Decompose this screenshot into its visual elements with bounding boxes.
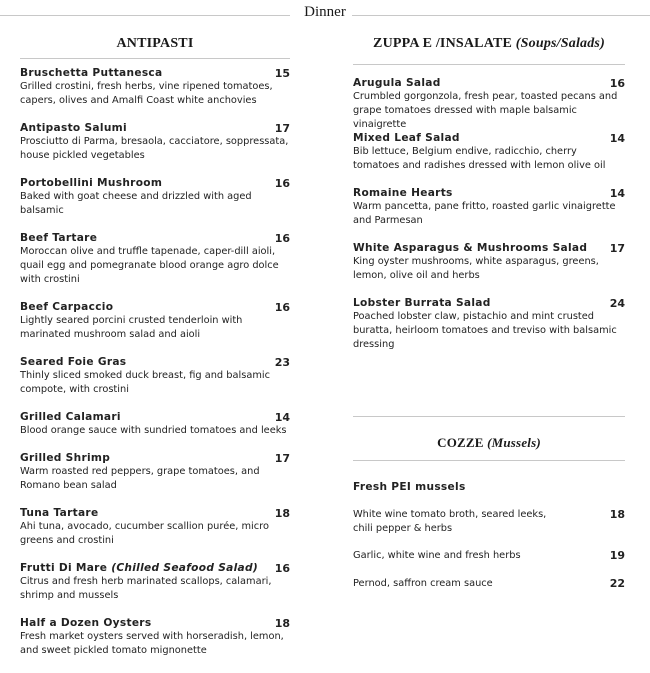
item-description: Poached lobster claw, pistachio and mint crusted buratta, heirloom tomatoes and treviso with balsamic dressing — [353, 311, 617, 350]
item-name: White Asparagus & Mushrooms Salad — [353, 242, 588, 254]
item-description: Garlic, white wine and fresh herbs — [353, 550, 521, 561]
item-price: 24 — [609, 297, 625, 310]
item-name-note: (Chilled Seafood Salad) — [111, 562, 258, 574]
item-description: Crumbled gorgonzola, fresh pear, toasted pecans and grape tomatoes dressed with maple balsamic vinaigrette — [353, 91, 618, 130]
item-description: Thinly sliced smoked duck breast, fig and balsamic compote, with crostini — [20, 370, 270, 395]
zuppa-heading-text: ZUPPA E /INSALATE — [373, 36, 513, 51]
menu-item — [20, 411, 290, 438]
item-description: White wine tomato broth, seared leeks, chili pepper & herbs — [353, 509, 547, 534]
antipasti-heading-text: ANTIPASTI — [116, 36, 194, 51]
menu-item — [20, 177, 290, 218]
antipasti-list — [20, 0, 290, 673]
item-description: Lightly seared porcini crusted tenderloin with marinated mushroom salad and aioli — [20, 315, 243, 340]
item-price: 14 — [274, 411, 290, 424]
item-description: Blood orange sauce with sundried tomatoes and leeks — [20, 425, 287, 436]
item-name-text: Frutti Di Mare — [20, 562, 108, 574]
item-name: Lobster Burrata Salad — [353, 297, 491, 309]
item-name: Antipasto Salumi — [20, 122, 127, 134]
menu-item — [20, 356, 290, 397]
item-description: Citrus and fresh herb marinated scallops, calamari, shrimp and mussels — [20, 576, 272, 601]
item-price: 16 — [274, 177, 290, 190]
item-description: Fresh market oysters served with horseradish, lemon, and sweet pickled tomato mignonette — [20, 631, 284, 656]
menu-item — [20, 122, 290, 163]
cozze-heading-text: COZZE — [437, 435, 484, 450]
item-price: 15 — [274, 67, 290, 80]
item-name: Seared Foie Gras — [20, 356, 127, 368]
item-name: Fresh PEI mussels — [353, 481, 466, 493]
item-name: Mixed Leaf Salad — [353, 132, 460, 144]
item-description: Moroccan olive and truffle tapenade, caper-dill aioli, quail egg and pomegranate blood orange agro dolce with crostini — [20, 246, 279, 285]
item-name: Half a Dozen Oysters — [20, 617, 152, 629]
item-price: 22 — [609, 577, 625, 590]
item-name — [20, 562, 290, 574]
cozze-list — [353, 0, 625, 673]
page-title: Dinner — [304, 4, 346, 20]
item-price: 18 — [609, 508, 625, 521]
item-description: Ahi tuna, avocado, cucumber scallion purée, micro greens and crostini — [20, 521, 269, 546]
item-description: Pernod, saffron cream sauce — [353, 578, 493, 589]
item-price: 19 — [609, 549, 625, 562]
item-name: Portobellini Mushroom — [20, 177, 163, 189]
item-description: Baked with goat cheese and drizzled with aged balsamic — [20, 191, 252, 216]
item-description: Bib lettuce, Belgium endive, radicchio, cherry tomatoes and radishes dressed with lemon olive oil — [353, 146, 606, 171]
item-name: Grilled Shrimp — [20, 452, 111, 464]
item-description: Grilled crostini, fresh herbs, vine ripened tomatoes, capers, olives and Amalfi Coast white anchovies — [20, 81, 273, 106]
item-name: Tuna Tartare — [20, 507, 99, 519]
menu-item — [20, 67, 290, 108]
menu-item — [20, 301, 290, 342]
cozze-intro — [353, 481, 625, 493]
item-price: 17 — [609, 242, 625, 255]
item-name: Romaine Hearts — [353, 187, 453, 199]
item-price: 18 — [274, 507, 290, 520]
item-name: Beef Carpaccio — [20, 301, 114, 313]
menu-item — [353, 577, 625, 591]
menu-item — [20, 507, 290, 548]
item-price: 16 — [274, 562, 290, 575]
item-description: Warm roasted red peppers, grape tomatoes, and Romano bean salad — [20, 466, 260, 491]
item-price: 16 — [274, 301, 290, 314]
menu-item — [353, 508, 553, 536]
cozze-heading-sub: (Mussels) — [487, 435, 541, 450]
item-price: 14 — [609, 187, 625, 200]
item-price: 18 — [274, 617, 290, 630]
menu-item — [20, 452, 290, 493]
item-price: 16 — [609, 77, 625, 90]
item-price: 17 — [274, 452, 290, 465]
item-name: Beef Tartare — [20, 232, 98, 244]
menu-item — [20, 617, 290, 658]
menu-item — [20, 562, 290, 603]
item-price: 16 — [274, 232, 290, 245]
menu-item — [20, 232, 290, 287]
zuppa-heading-sub: (Soups/Salads) — [515, 36, 605, 51]
item-description: Prosciutto di Parma, bresaola, cacciatore, soppressata, house pickled vegetables — [20, 136, 289, 161]
item-description: Warm pancetta, pane fritto, roasted garlic vinaigrette and Parmesan — [353, 201, 616, 226]
item-price: 17 — [274, 122, 290, 135]
menu-item — [353, 549, 625, 563]
item-price: 23 — [274, 356, 290, 369]
item-name: Bruschetta Puttanesca — [20, 67, 163, 79]
item-price: 14 — [609, 132, 625, 145]
item-description: King oyster mushrooms, white asparagus, greens, lemon, olive oil and herbs — [353, 256, 599, 281]
item-name: Arugula Salad — [353, 77, 441, 89]
item-name: Grilled Calamari — [20, 411, 121, 423]
